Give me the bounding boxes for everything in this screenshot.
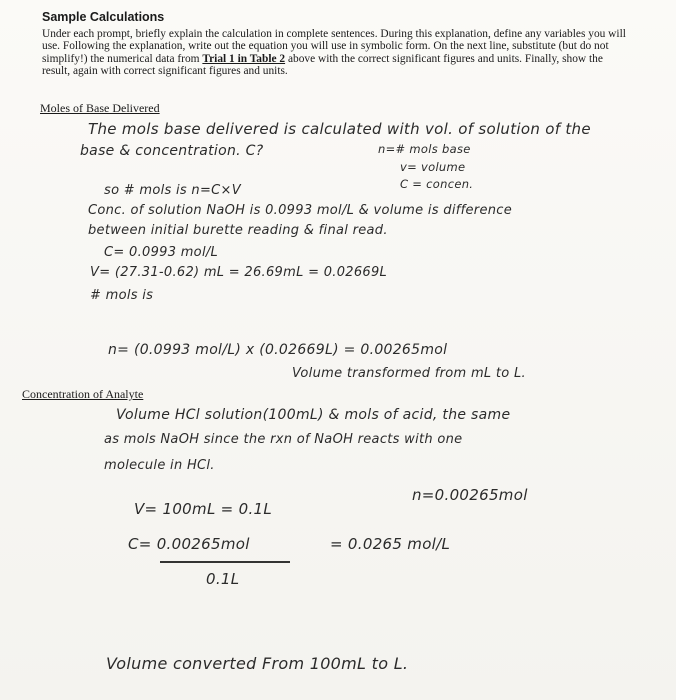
handwriting-fraction-denominator: 0.1L — [206, 570, 240, 588]
handwriting-variable: n=# mols base — [378, 142, 471, 156]
handwriting-line: The mols base delivered is calculated with vol. of solution of the — [88, 120, 591, 138]
handwriting-variable: v= volume — [400, 160, 466, 174]
handwriting-line: n=0.00265mol — [412, 486, 528, 504]
instructions-text-1: Under each prompt, briefly explain the calculation in complete sentences. During this explanation, define any variables you will use. Following the explanation, write out the equation you will use in symbolic form. On the next line, substitute (but do not simplify!) the numerical data from — [42, 28, 626, 65]
handwriting-line: Volume transformed from mL to L. — [292, 366, 526, 381]
fraction-bar — [160, 561, 290, 563]
handwriting-fraction-numerator: C= 0.00265mol — [128, 535, 250, 553]
handwriting-line: as mols NaOH since the rxn of NaOH reacts with one — [104, 432, 463, 447]
page-title: Sample Calculations — [42, 10, 165, 24]
handwriting-line: so # mols is n=C×V — [104, 183, 241, 198]
handwriting-line: # mols is — [90, 288, 154, 303]
handwriting-line: Volume converted From 100mL to L. — [106, 654, 409, 673]
handwriting-line: Conc. of solution NaOH is 0.0993 mol/L & volume is difference — [88, 203, 513, 218]
handwriting-line: V= (27.31-0.62) mL = 26.69mL = 0.02669L — [90, 265, 388, 280]
handwriting-line: base & concentration. C? — [80, 143, 264, 159]
handwriting-line: molecule in HCl. — [104, 458, 215, 473]
handwriting-line: Volume HCl solution(100mL) & mols of acid, the same — [116, 407, 511, 423]
section-label-moles: Moles of Base Delivered — [40, 101, 160, 115]
trial-table-reference: Trial 1 in Table 2 — [202, 52, 286, 65]
handwriting-variable: C = concen. — [400, 177, 474, 191]
handwriting-line: C= 0.0993 mol/L — [104, 245, 219, 260]
section-label-concentration: Concentration of Analyte — [22, 387, 144, 401]
handwriting-line: between initial burette reading & final read. — [88, 223, 388, 238]
handwriting-result: = 0.0265 mol/L — [330, 535, 451, 553]
handwriting-line: n= (0.0993 mol/L) x (0.02669L) = 0.00265mol — [108, 342, 448, 358]
handwriting-line: V= 100mL = 0.1L — [134, 500, 273, 518]
instructions-text-2: above with the correct significant figures and units. Finally, show the result, again with correct significant figures and units. — [42, 52, 603, 78]
instructions-paragraph — [42, 28, 632, 78]
